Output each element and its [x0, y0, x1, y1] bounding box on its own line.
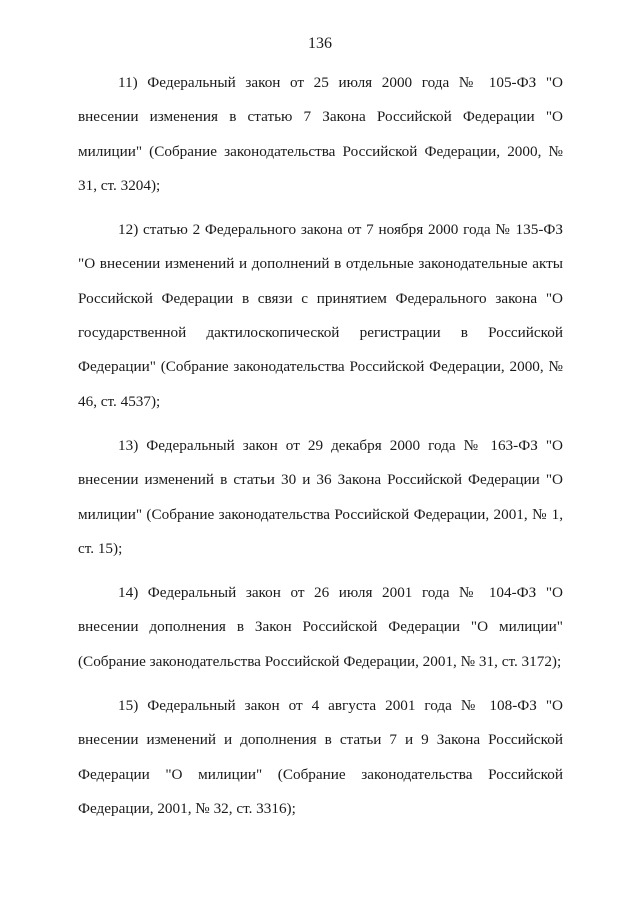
list-item-15: 15) Федеральный закон от 4 августа 2001 года № 108-ФЗ "О внесении изменений и дополнения в статьи 7 и 9 Закона Российской Федерации "О милиции" (Собрание законодательства Российской Федерации, 2001, № 32, ст. 3316); [78, 697, 563, 817]
list-item-12: 12) статью 2 Федерального закона от 7 ноября 2000 года № 135-ФЗ "О внесении изменений и дополнений в отдельные законодательные акты Российской Федерации в связи с принятием Федерального закона "О государственной дактилоскопической регистрации в Российской Федерации" (Собрание законодательства Российской Федерации, 2000, № 46, ст. 4537); [78, 221, 563, 410]
page-number: 136 [308, 35, 332, 52]
document-body [78, 66, 563, 836]
list-item-14: 14) Федеральный закон от 26 июля 2001 года № 104-ФЗ "О внесении дополнения в Закон Российской Федерации "О милиции" (Собрание законодательства Российской Федерации, 2001, № 31, ст. 3172); [78, 584, 563, 670]
list-item-13: 13) Федеральный закон от 29 декабря 2000 года № 163-ФЗ "О внесении изменений в статьи 30 и 36 Закона Российской Федерации "О милиции" (Собрание законодательства Российской Федерации, 2001, № 1, ст. 15); [78, 436, 563, 557]
list-item-11: 11) Федеральный закон от 25 июля 2000 года № 105-ФЗ "О внесении изменения в статью 7 Закона Российской Федерации "О милиции" (Собрание законодательства Российской Федерации, 2000, № 31, ст. 3204); [78, 74, 563, 194]
